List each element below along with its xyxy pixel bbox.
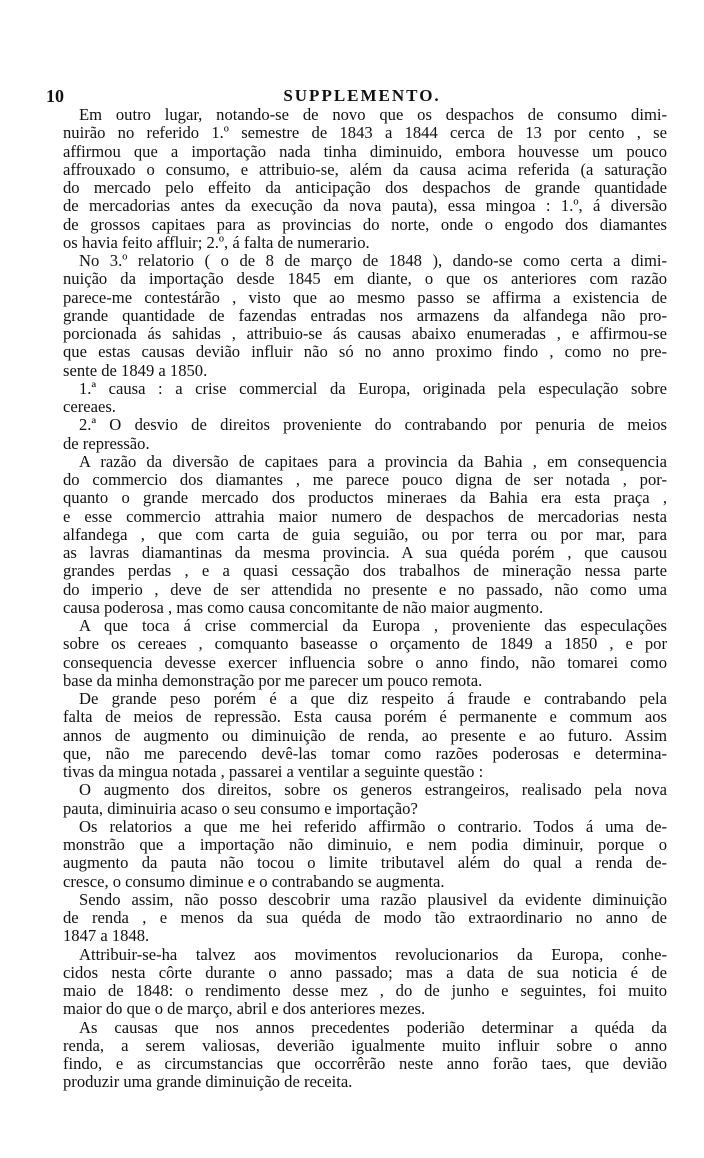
- paragraph: [63, 106, 667, 252]
- text-line: e esse commercio attrahia maior numero de despachos de mercadorias nesta: [63, 506, 667, 526]
- text-line: porcionada ás sahidas , attribuio-se ás causas abaixo enumeradas , e affirmou-se: [63, 324, 667, 343]
- text-line: nuição da importação desde 1845 em diante, o que os anteriores com razão: [63, 269, 667, 289]
- paragraph: [63, 946, 667, 1019]
- paragraph: [63, 453, 667, 617]
- text-line: produzir uma grande diminuição de receita.: [63, 1072, 353, 1092]
- text-line: os havia feito affluir; 2.º, á falta de numerario.: [63, 232, 370, 252]
- text-line: grandes perdas , e a quasi cessação dos trabalhos de mineração nessa parte: [63, 561, 667, 581]
- text-line: do commercio dos diamantes , me parece pouco digna de ser notada , por-: [63, 470, 667, 489]
- text-line: de mercadorias antes da execução da nova pauta), essa mingoa : 1.º, á diversão: [63, 196, 667, 216]
- text-line: Em outro lugar, notando-se de novo que os despachos de consumo dimi-: [79, 105, 667, 124]
- text-line: do mercado pelo effeito da anticipação dos despachos de grande quantidade: [63, 178, 667, 197]
- running-title: SUPPLEMENTO.: [283, 86, 441, 105]
- paragraph: [63, 1019, 667, 1092]
- text-line: No 3.º relatorio ( o de 8 de março de 1848 ), dando-se como certa a dimi-: [79, 251, 667, 270]
- text-line: cereaes.: [63, 397, 116, 416]
- text-line: alfandega , que com carta de guia seguião, ou por terra ou por mar, para: [63, 524, 667, 544]
- text-line: nuirão no referido 1.º semestre de 1843 a 1844 cerca de 13 por cento , se: [63, 123, 667, 143]
- text-line: monstrão que a importação não diminuio, e nem podia diminuir, porque o: [63, 835, 667, 854]
- text-line: do imperio , deve de ser attendida no presente e no passado, não como uma: [63, 579, 667, 599]
- paragraph: [63, 416, 667, 453]
- text-line: de repressão.: [63, 433, 150, 453]
- text-line: maior do que o de março, abril e dos anteriores mezes.: [63, 999, 426, 1019]
- text-line: causa poderosa , mas como causa concomitante de não maior augmento.: [63, 597, 544, 617]
- text-line: falta de meios de repressão. Esta causa porém é permanente e commum aos: [63, 707, 667, 727]
- text-line: tivas da mingua notada , passarei a ventilar a seguinte questão :: [63, 762, 484, 781]
- text-line: augmento da pauta não tocou o limite tributavel além do qual a renda de-: [63, 853, 667, 873]
- text-line: affrouxado o consumo, e attribuio-se, além da causa acima referida (a saturação: [63, 159, 667, 179]
- text-line: annos de augmento ou diminuição de renda, ao presente e ao futuro. Assim: [63, 725, 667, 745]
- paragraph: [63, 818, 667, 891]
- text-line: Attribuir-se-ha talvez aos movimentos revolucionarios da Europa, conhe-: [79, 944, 667, 964]
- paragraph: [63, 380, 667, 417]
- text-line: cresce, o consumo diminue e o contrabando se augmenta.: [63, 871, 445, 891]
- text-line: 2.ª O desvio de direitos proveniente do contrabando por penuria de meios: [79, 415, 667, 435]
- text-line: pauta, diminuiria acaso o seu consumo e importação?: [63, 798, 418, 818]
- text-line: sobre os cereaes , comquanto baseasse o orçamento de 1849 a 1850 , e por: [63, 634, 667, 654]
- paragraph: [63, 617, 667, 690]
- text-line: As causas que nos annos precedentes poderião determinar a quéda da: [79, 1017, 667, 1037]
- text-line: Os relatorios a que me hei referido affirmão o contrario. Todos á uma de-: [79, 816, 667, 836]
- text-line: quanto o grande mercado dos productos mineraes da Bahia era esta praça ,: [63, 488, 667, 508]
- paragraph: [63, 690, 667, 781]
- text-line: parece-me contestárão , visto que ao mesmo passo se affirma a existencia de: [63, 287, 667, 307]
- paragraph: [63, 781, 667, 818]
- text-line: sente de 1849 a 1850.: [63, 360, 208, 380]
- text-line: as lavras diamantinas da mesma provincia. A sua quéda porém , que causou: [63, 543, 667, 562]
- text-line: grande quantidade de fazendas entradas nos armazens da alfandega não pro-: [63, 305, 667, 325]
- text-line: base da minha demonstração por me parecer um pouco remota.: [63, 670, 483, 690]
- text-line: de grossos capitaes para as provincias do norte, onde o engodo dos diamantes: [63, 214, 667, 234]
- text-line: 1847 a 1848.: [63, 926, 150, 946]
- text-line: A que toca á crise commercial da Europa , proveniente das especulações: [79, 616, 667, 635]
- text-line: O augmento dos direitos, sobre os generos estrangeiros, realisado pela nova: [79, 780, 667, 800]
- text-line: affirmou que a importação nada tinha diminuido, embora houvesse um pouco: [63, 141, 667, 161]
- paragraph: [63, 891, 667, 946]
- document-body: [63, 106, 667, 1092]
- paragraph: [63, 252, 667, 380]
- text-line: Sendo assim, não posso descobrir uma razão plausivel da evidente diminuição: [79, 889, 667, 909]
- text-line: consequencia devesse exercer influencia sobre o anno findo, não tomarei como: [63, 652, 667, 672]
- text-line: que, não me parecendo devê-las tomar como razões poderosas e determina-: [63, 743, 667, 763]
- text-line: findo, e as circumstancias que occorrêrão neste anno forão taes, que devião: [63, 1054, 667, 1073]
- text-line: renda, a serem valiosas, deverião igualmente muito influir sobre o anno: [63, 1035, 667, 1055]
- text-line: que estas causas devião influir não só no anno proximo findo , como no pre-: [63, 342, 667, 362]
- text-line: 1.ª causa : a crise commercial da Europa, originada pela especulação sobre: [79, 378, 667, 398]
- text-line: maio de 1848: o rendimento desse mez , do de junho e seguintes, foi muito: [63, 981, 667, 1000]
- text-line: A razão da diversão de capitaes para a provincia da Bahia , em consequencia: [79, 451, 667, 471]
- text-line: cidos nesta côrte durante o anno passado; mas a data de sua noticia é de: [63, 962, 667, 982]
- text-line: de renda , e menos da sua quéda de modo tão extraordinario no anno de: [63, 908, 667, 927]
- page-number: 10: [46, 86, 64, 106]
- text-line: De grande peso porém é a que diz respeito á fraude e contrabando pela: [79, 689, 667, 708]
